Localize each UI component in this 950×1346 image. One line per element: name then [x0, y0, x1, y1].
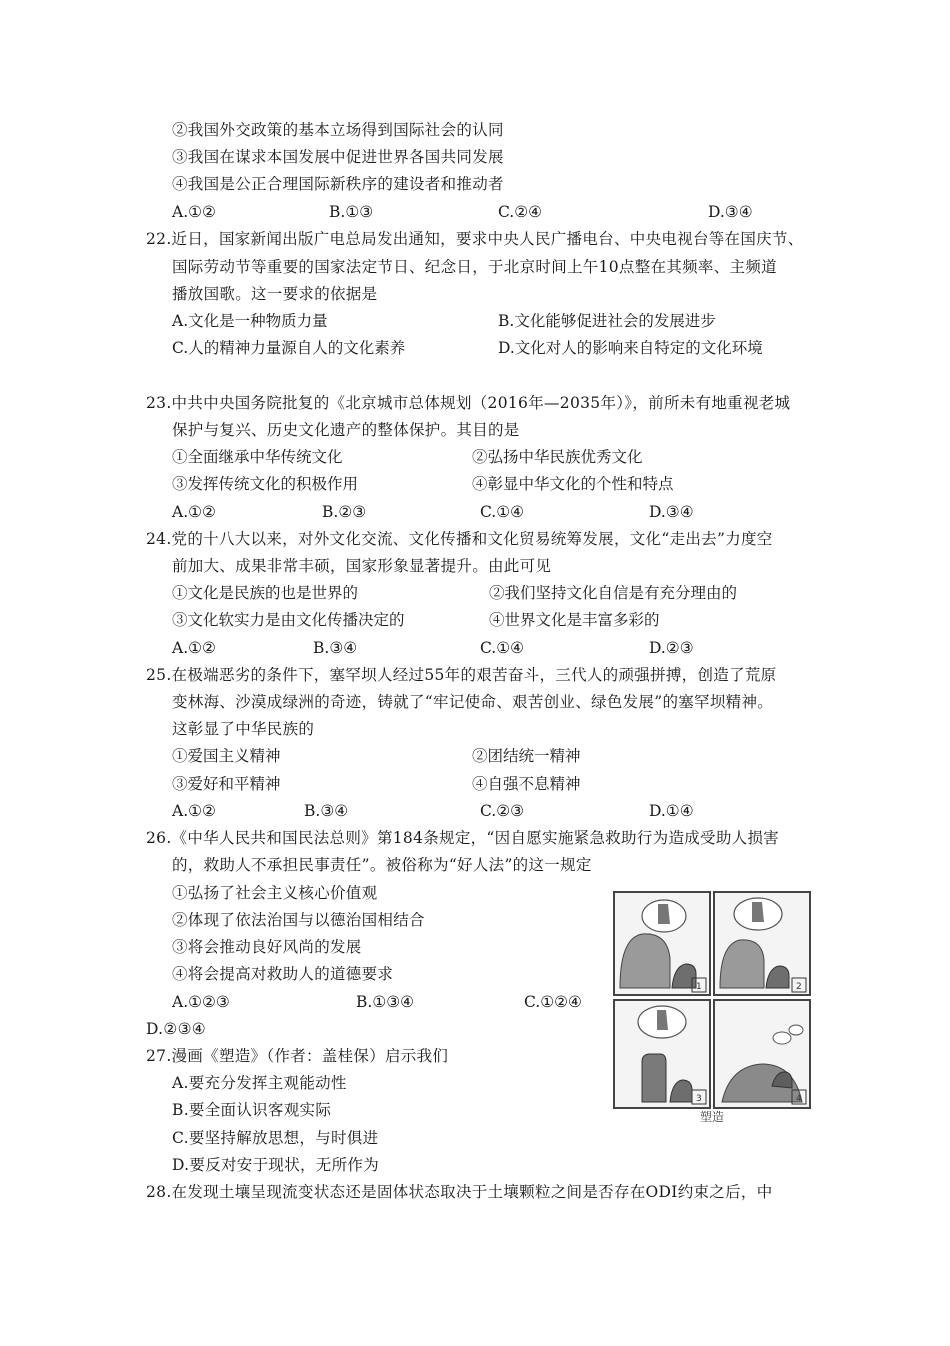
q24-statements-row-2: [0, 609, 950, 631]
q23-options: [0, 501, 950, 523]
sculpting-comic-image: [612, 888, 812, 1124]
q24-statement-2: ②我们坚持文化自信是有充分理由的: [489, 584, 738, 602]
q22-option-d[interactable]: D.文化对人的影响来自特定的文化环境: [498, 339, 763, 357]
q24-statement-3: ③文化软实力是由文化传播决定的: [172, 611, 405, 629]
q24-option-d[interactable]: D.②③: [649, 639, 694, 657]
q23-option-b[interactable]: B.②③: [322, 503, 367, 521]
q21-statement-3: ③我国在谋求本国发展中促进世界各国共同发展: [172, 148, 504, 166]
q23-statement-4: ④彰显中华文化的个性和特点: [472, 475, 674, 493]
q27-option-d[interactable]: D.要反对安于现状，无所作为: [172, 1156, 380, 1174]
q24-statement-1: ①文化是民族的也是世界的: [172, 584, 359, 602]
q26-stem-line-2: 的，救助人不承担民事责任”。被俗称为“好人法”的这一规定: [172, 856, 592, 874]
q22-option-b[interactable]: B.文化能够促进社会的发展进步: [498, 312, 716, 330]
q23-option-a[interactable]: A.①②: [172, 503, 216, 521]
q22-stem-line-2: 国际劳动节等重要的国家法定节日、纪念日，于北京时间上午10点整在其频率、主频道: [172, 258, 777, 276]
comic-panel-4: [714, 1000, 810, 1108]
q25-option-a[interactable]: A.①②: [172, 802, 216, 820]
q26-option-b[interactable]: B.①③④: [356, 993, 415, 1011]
q25-statements-row-2: [0, 773, 950, 795]
q28-stem-line-1: 28.在发现土壤呈现流变状态还是固体状态取决于土壤颗粒之间是否存在ODI约束之后，中: [146, 1183, 773, 1201]
q27-option-c[interactable]: C.要坚持解放思想，与时俱进: [172, 1129, 379, 1147]
q25-statement-2: ②团结统一精神: [472, 747, 581, 765]
q24-option-c[interactable]: C.①④: [480, 639, 525, 657]
comic-caption: 塑造: [699, 1110, 725, 1124]
q24-statements-row-1: [0, 582, 950, 604]
comic-panel-2: [714, 892, 810, 995]
q26-statement-3: ③将会推动良好风尚的发展: [172, 938, 362, 956]
q27-option-b[interactable]: B.要全面认识客观实际: [172, 1101, 332, 1119]
q26-statement-4: ④将会提高对救助人的道德要求: [172, 965, 394, 983]
q21-option-d[interactable]: D.③④: [708, 203, 753, 221]
q23-statements-row-1: [0, 446, 950, 468]
q23-statement-2: ②弘扬中华民族优秀文化: [472, 448, 643, 466]
q21-option-b[interactable]: B.①③: [329, 203, 374, 221]
comic-panel-2-number: 2: [796, 982, 802, 992]
q26-stem-line-1: 26.《中华人民共和国民法总则》第184条规定，“因自愿实施紧急救助行为造成受助人损害: [146, 829, 780, 847]
q23-stem-line-2: 保护与复兴、历史文化遗产的整体保护。其目的是: [172, 421, 520, 439]
q25-option-c[interactable]: C.②③: [480, 802, 525, 820]
q22-stem-line-1: 22.近日，国家新闻出版广电总局发出通知，要求中央人民广播电台、中央电视台等在国庆节、: [146, 230, 804, 248]
q24-statement-4: ④世界文化是丰富多彩的: [489, 611, 660, 629]
comic-panel-3: [614, 1000, 710, 1108]
q22-option-c[interactable]: C.人的精神力量源自人的文化素养: [172, 339, 406, 357]
q21-option-c[interactable]: C.②④: [498, 203, 543, 221]
q25-statements-row-1: [0, 745, 950, 767]
q23-statement-3: ③发挥传统文化的积极作用: [172, 475, 359, 493]
q24-stem-line-2: 前加大、成果非常丰硕，国家形象显著提升。由此可见: [172, 557, 552, 575]
q21-options: [0, 201, 950, 223]
q26-option-c[interactable]: C.①②④: [524, 993, 582, 1011]
q24-option-b[interactable]: B.③④: [313, 639, 358, 657]
q25-stem-line-3: 这彰显了中华民族的: [172, 720, 315, 738]
q23-statements-row-2: [0, 473, 950, 495]
q24-options: [0, 637, 950, 659]
q27-stem-line-1: 27.漫画《塑造》（作者：盖桂保）启示我们: [146, 1047, 449, 1065]
q25-stem-line-2: 变林海、沙漠成绿洲的奇迹，铸就了“牢记使命、艰苦创业、绿色发展”的塞罕坝精神。: [172, 693, 774, 711]
q23-statement-1: ①全面继承中华传统文化: [172, 448, 343, 466]
comic-panel-1-number: 1: [696, 982, 702, 992]
q25-statement-3: ③爱好和平精神: [172, 775, 281, 793]
comic-panel-4-number: 4: [796, 1094, 802, 1104]
q23-option-c[interactable]: C.①④: [480, 503, 525, 521]
q26-statement-2: ②体现了依法治国与以德治国相结合: [172, 911, 425, 929]
q25-options: [0, 800, 950, 822]
q26-option-a[interactable]: A.①②③: [172, 993, 230, 1011]
q24-option-a[interactable]: A.①②: [172, 639, 216, 657]
q25-stem-line-1: 25.在极端恶劣的条件下，塞罕坝人经过55年的艰苦奋斗，三代人的顽强拼搏，创造了荒原: [146, 666, 777, 684]
q26-option-d[interactable]: D.②③④: [146, 1020, 206, 1038]
q27-option-a[interactable]: A.要充分发挥主观能动性: [172, 1074, 347, 1092]
q23-option-d[interactable]: D.③④: [649, 503, 694, 521]
q22-options-row-2: [0, 337, 950, 359]
q25-statement-4: ④自强不息精神: [472, 775, 581, 793]
comic-panel-3-number: 3: [696, 1094, 702, 1104]
comic-panel-1: [614, 892, 710, 995]
q22-options-row-1: [0, 310, 950, 332]
q22-option-a[interactable]: A.文化是一种物质力量: [172, 312, 328, 330]
q21-statement-4: ④我国是公正合理国际新秩序的建设者和推动者: [172, 175, 504, 193]
q23-stem-line-1: 23.中共中央国务院批复的《北京城市总体规划（2016年—2035年）》，前所未有地重视老城: [146, 394, 791, 412]
q21-option-a[interactable]: A.①②: [172, 203, 216, 221]
q21-statement-2: ②我国外交政策的基本立场得到国际社会的认同: [172, 121, 504, 139]
q25-option-d[interactable]: D.①④: [649, 802, 694, 820]
q22-stem-line-3: 播放国歌。这一要求的依据是: [172, 285, 378, 303]
q24-stem-line-1: 24.党的十八大以来，对外文化交流、文化传播和文化贸易统筹发展，文化“走出去”力度空: [146, 530, 773, 548]
q25-statement-1: ①爱国主义精神: [172, 747, 281, 765]
q26-statement-1: ①弘扬了社会主义核心价值观: [172, 884, 378, 902]
q25-option-b[interactable]: B.③④: [304, 802, 349, 820]
